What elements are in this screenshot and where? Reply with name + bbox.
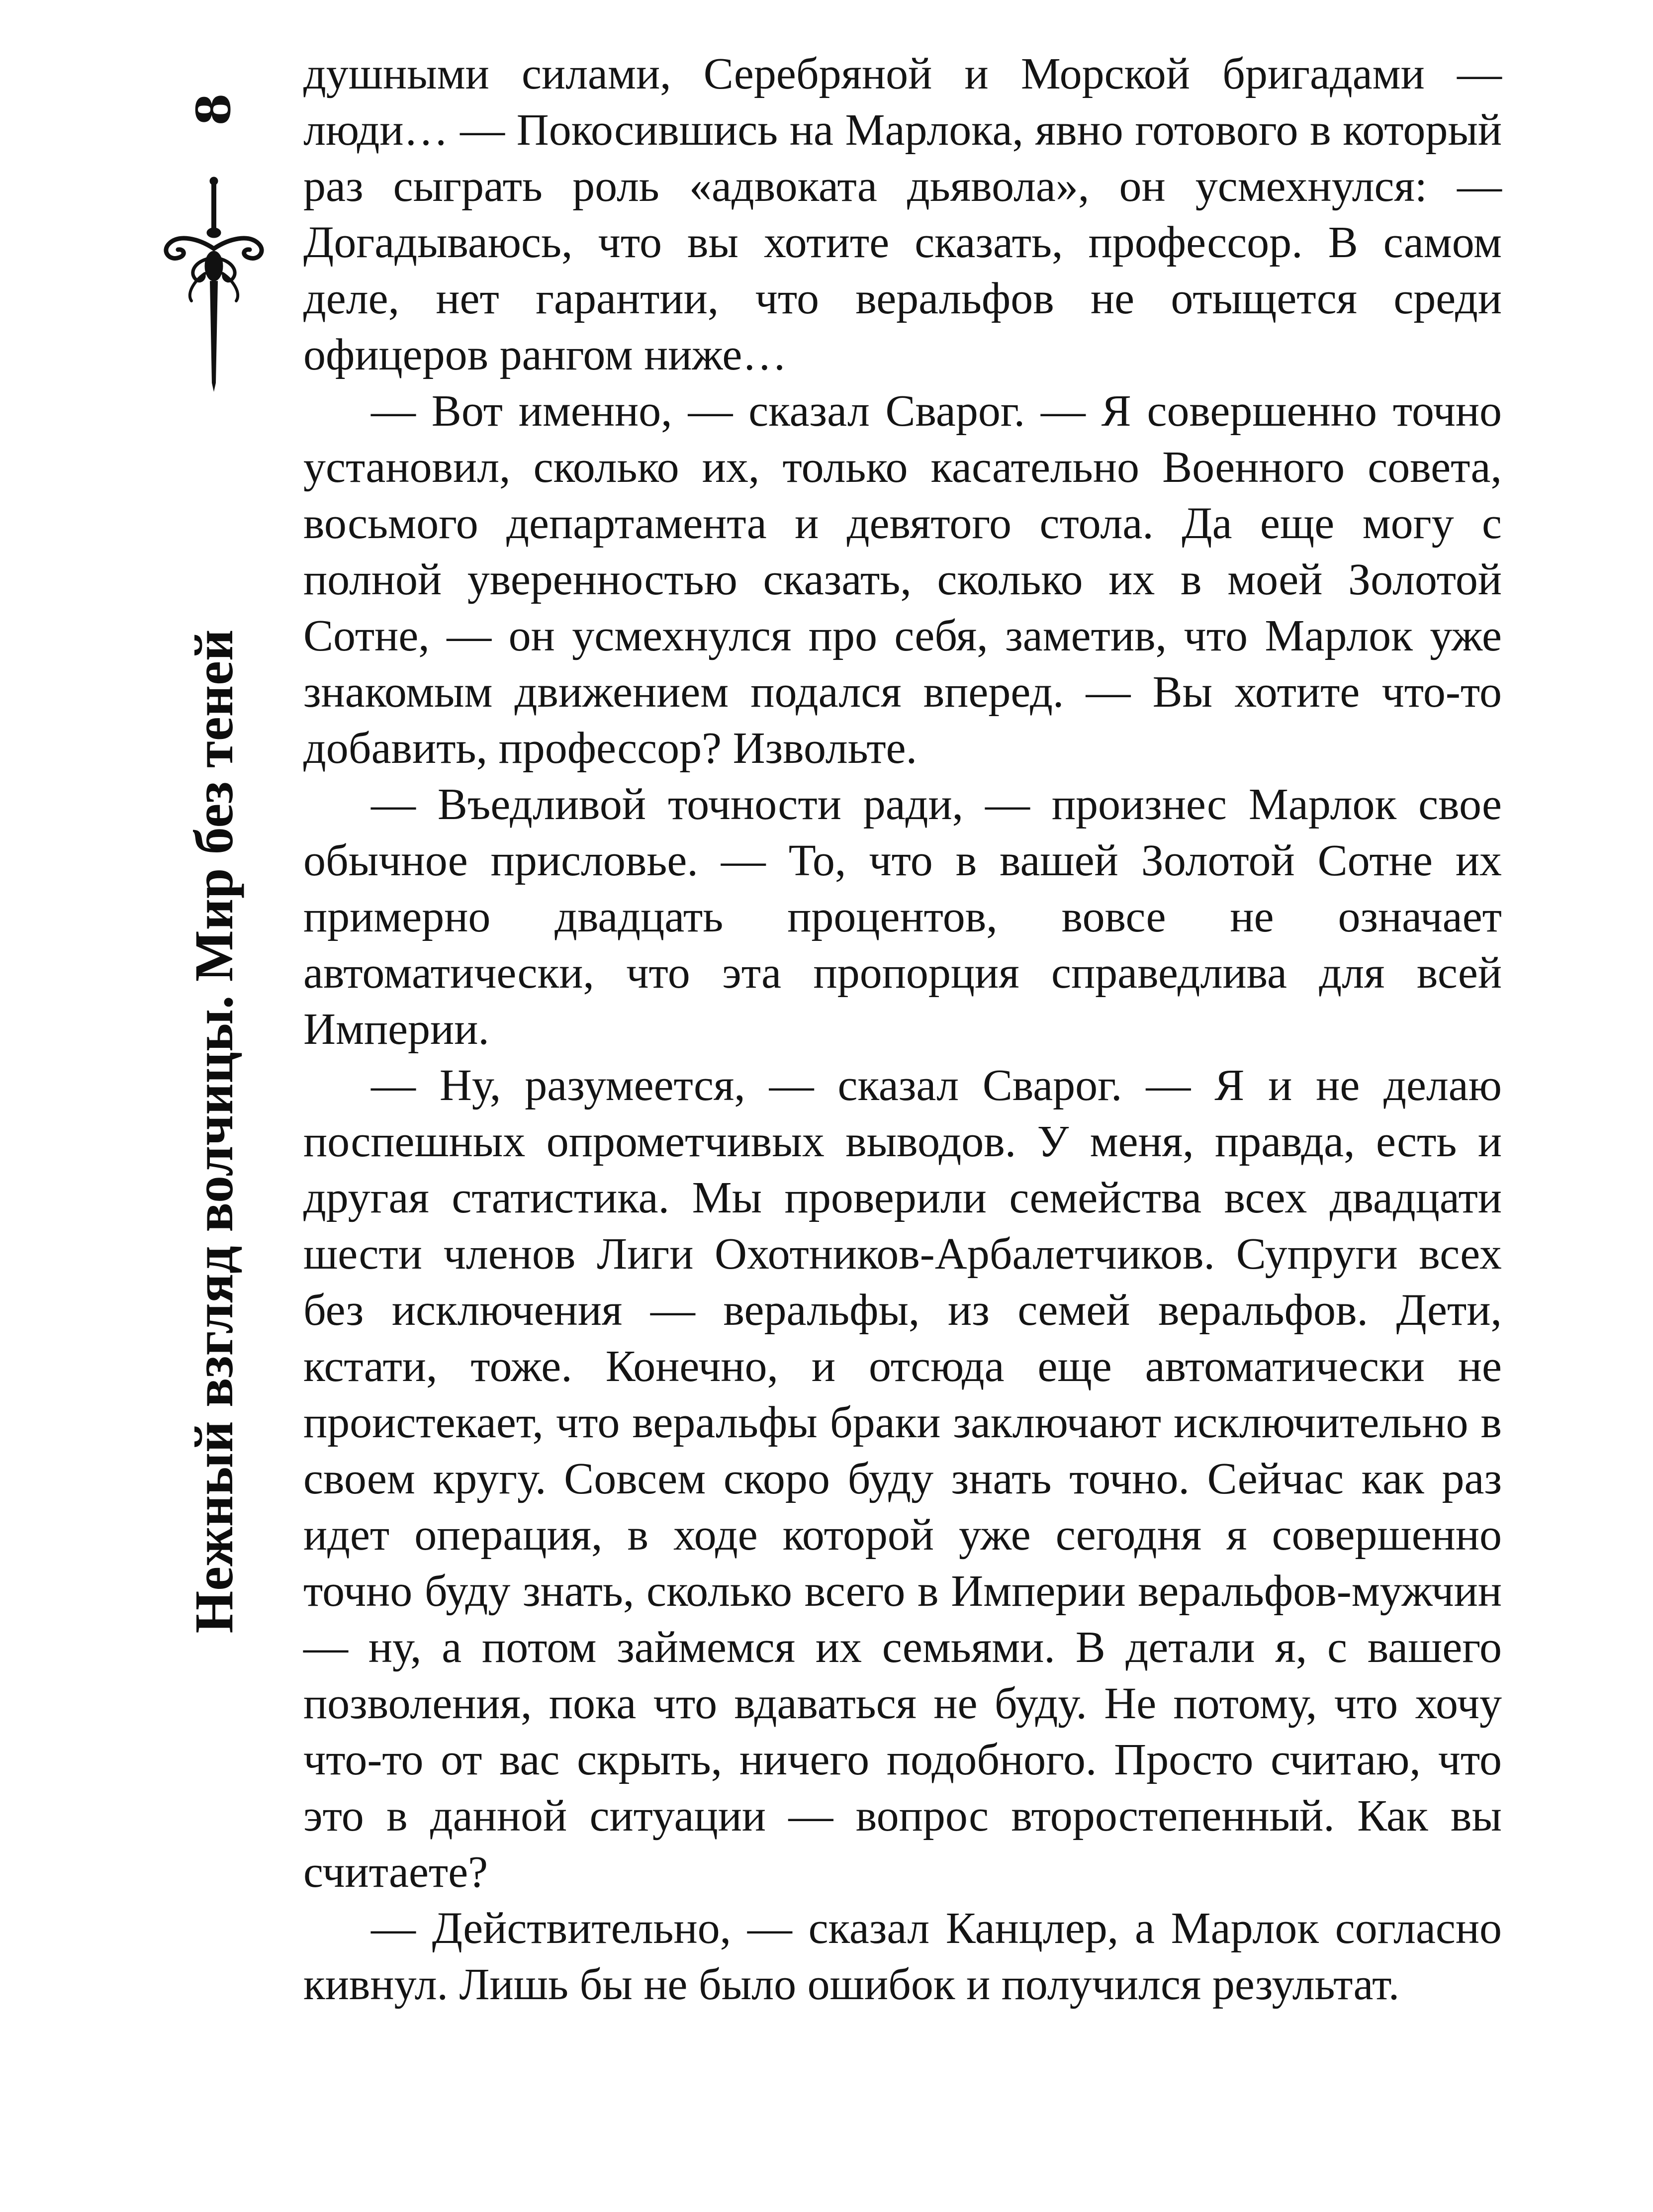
body-text [303, 46, 1502, 2013]
paragraph-4: — Ну, разумеется, — сказал Сварог. — Я и не делаю поспешных опрометчивых выводов. У меня, правда, есть и другая статистика. Мы проверили семейства всех двадцати шести членов Лиги Охотников-Арбалетчиков. Супруги всех без исключения — веральфы, из семей веральфов. Дети, кстати, тоже. Конечно, и отсюда еще автоматически не проистекает, что веральфы браки заключают исключительно в своем кругу. Совсем скоро буду знать точно. Сейчас как раз идет операция, в ходе которой уже сегодня я совершенно точно буду знать, сколько всего в Империи веральфов-мужчин — ну, а потом займемся их семьями. В детали я, с вашего позволения, пока что вдаваться не буду. Не потому, что хочу что-то от вас скрыть, ничего подобного. Просто считаю, что это в данной ситуации — вопрос второстепенный. Как вы считаете? [303, 1061, 1502, 1897]
running-title: Нежный взгляд волчицы. Мир без теней [184, 629, 244, 1634]
paragraph-5: — Действительно, — сказал Канцлер, а Марлок согласно кивнул. Лишь бы не было ошибок и получился результат. [303, 1904, 1502, 2009]
paragraph-3: — Въедливой точности ради, — произнес Марлок свое обычное присловье. — То, что в вашей Золотой Сотне их примерно двадцать процентов, вовсе не означает автоматически, что эта пропорция справедлива для всей Империи. [303, 780, 1502, 1054]
paragraph-2: — Вот именно, — сказал Сварог. — Я совершенно точно установил, сколько их, только касательно Военного совета, восьмого департамента и девятого стола. Да еще могу с полной уверенностью сказать, сколько их в моей Золотой Сотне, — он усмехнулся про себя, заметив, что Марлок уже знакомым движением подался вперед. — Вы хотите что-то добавить, профессор? Извольте. [303, 386, 1502, 773]
paragraph-1: душными силами, Серебряной и Морской бригадами — люди… — Покосившись на Марлока, явно готового в который раз сыграть роль «адвоката дьявола», он усмехнулся: — Догадываюсь, что вы хотите сказать, профессор. В самом деле, нет гарантии, что веральфов не отыщется среди офицеров рангом ниже… [303, 49, 1502, 379]
page-number: 8 [186, 93, 241, 126]
dagger-ornament-icon [149, 174, 278, 393]
